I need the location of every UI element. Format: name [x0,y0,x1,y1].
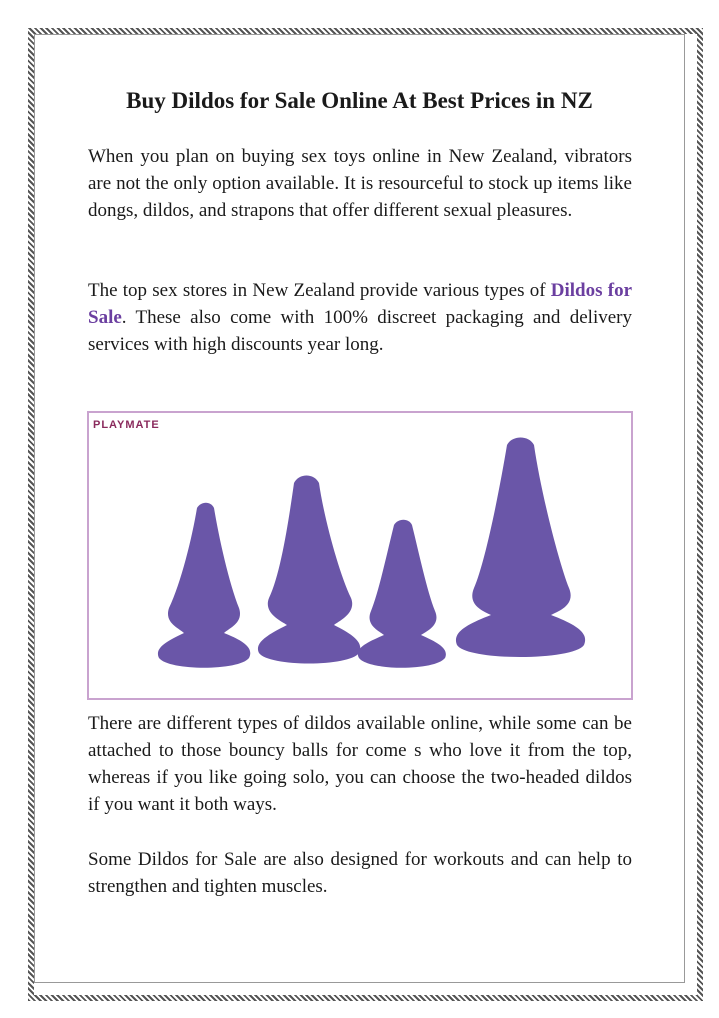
brand-logo: PLAYMATE [93,419,160,431]
paragraph-intro: When you plan on buying sex toys online in New Zealand, vibrators are not the only option available. It is resourceful to stock up items like dongs, dildos, and strapons that offer different sexual pleasures. [88,146,632,221]
plug-small-left [158,503,250,668]
plug-small-right [358,520,446,668]
paragraph-stores-after: . These also come with 100% discreet packaging and delivery services with high discounts year long. [88,307,632,355]
paragraph-stores-before: The top sex stores in New Zealand provide various types of [88,280,551,301]
plug-large-right [456,438,585,658]
product-image [87,411,633,700]
paragraph-types: There are different types of dildos available online, while some can be attached to those bouncy balls for come s who love it from the top, whereas if you like going solo, you can choose the two-headed dildos if you want it both ways. [88,713,632,815]
paragraph-workouts: Some Dildos for Sale are also designed for workouts and can help to strengthen and tighten muscles. [88,849,632,897]
page-title: Buy Dildos for Sale Online At Best Prices in NZ [126,88,593,113]
paragraph-stores [88,277,632,358]
anal-plug-set-illustration [89,413,631,698]
plug-medium-left [258,476,360,664]
dildos-for-sale-link[interactable]: Dildos for Sale [88,280,632,328]
